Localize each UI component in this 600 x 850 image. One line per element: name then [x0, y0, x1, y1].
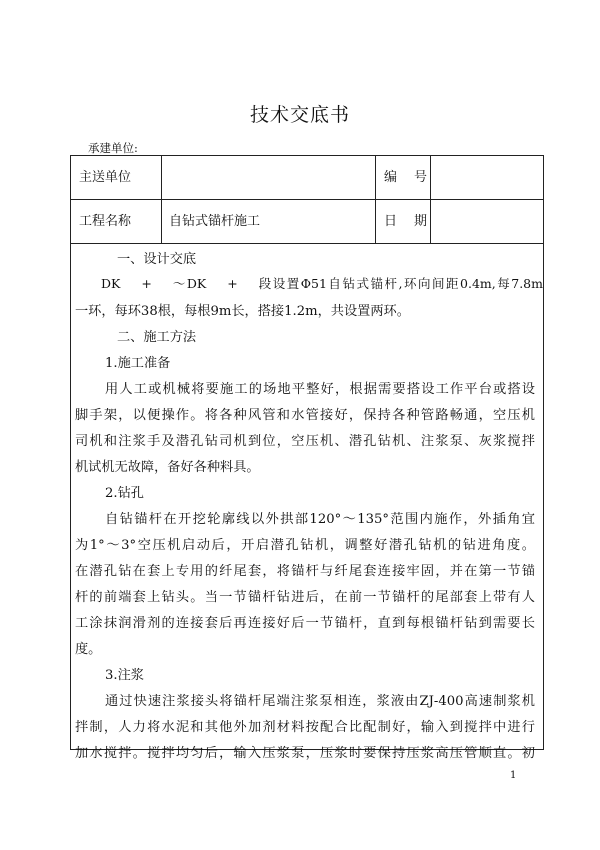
paragraph-line: 度。	[75, 642, 102, 657]
column-divider	[161, 156, 162, 243]
contractor-label: 承建单位:	[88, 141, 138, 155]
paragraph-line: 用人工或机械将要施工的场地平整好，根据需要搭设工作平台或搭设	[105, 382, 535, 397]
row-divider	[71, 199, 543, 200]
paragraph-line: 加水搅拌。搅拌均匀后，输入压浆泵，压浆时要保持压浆高压管顺直。初	[75, 746, 535, 761]
date-label: 日 期	[384, 214, 430, 229]
row-divider	[71, 243, 543, 244]
project-label: 工程名称	[79, 214, 132, 229]
subsection-heading-grouting: 3.注浆	[105, 668, 144, 683]
document-title: 技术交底书	[249, 104, 350, 126]
paragraph-line: 杆的前端套上钻头。当一节锚杆钻进后，在前一节锚杆的尾部套上带有人	[75, 590, 535, 605]
subsection-heading-prep: 1.施工准备	[105, 356, 171, 371]
subsection-heading-drilling: 2.钻孔	[105, 486, 144, 501]
number-label: 编 号	[384, 170, 430, 185]
paragraph-line: 通过快速注浆接头将锚杆尾端注浆泵相连，浆液由ZJ-400高速制浆机	[105, 694, 535, 709]
paragraph-line: 拌制，人力将水泥和其他外加剂材料按配合比配制好，输入到搅拌中进行	[75, 720, 535, 735]
handover-table	[70, 155, 544, 761]
paragraph-line: 为1°～3°空压机启动后，开启潜孔钻机，调整好潜孔钻机的钻进角度。	[75, 538, 535, 553]
paragraph-line: 脚手架，以便操作。将各种风管和水管接好，保持各种管路畅通，空压机	[75, 408, 535, 423]
section-heading-design: 一、设计交底	[117, 252, 197, 267]
paragraph-line: DK + ～DK + 段设置Φ51自钻式锚杆,环向间距0.4m,每7.8m	[101, 276, 543, 291]
column-divider	[375, 156, 376, 243]
paragraph-line: 工涂抹润滑剂的连接套后再连接好后一节锚杆，直到每根锚杆钻到需要长	[75, 616, 535, 631]
sender-label: 主送单位	[79, 170, 132, 185]
section-heading-method: 二、施工方法	[117, 330, 197, 345]
column-divider	[430, 156, 431, 243]
project-value: 自钻式锚杆施工	[169, 214, 261, 229]
paragraph-line: 在潜孔钻在套上专用的纤尾套，将锚杆与纤尾套连接牢固，并在第一节锚	[75, 564, 535, 579]
page-number: 1	[510, 770, 517, 781]
paragraph-line: 司机和注浆手及潜孔钻司机到位，空压机、潜孔钻机、注浆泵、灰浆搅拌	[75, 434, 535, 449]
paragraph-line: 机试机无故障，备好各种料具。	[75, 460, 260, 475]
paragraph-line: 一环，每环38根，每根9m长，搭接1.2m，共设置两环。	[75, 304, 410, 319]
paragraph-line: 自钻锚杆在开挖轮廓线以外拱部120°～135°范围内施作，外插角宜	[105, 512, 535, 527]
